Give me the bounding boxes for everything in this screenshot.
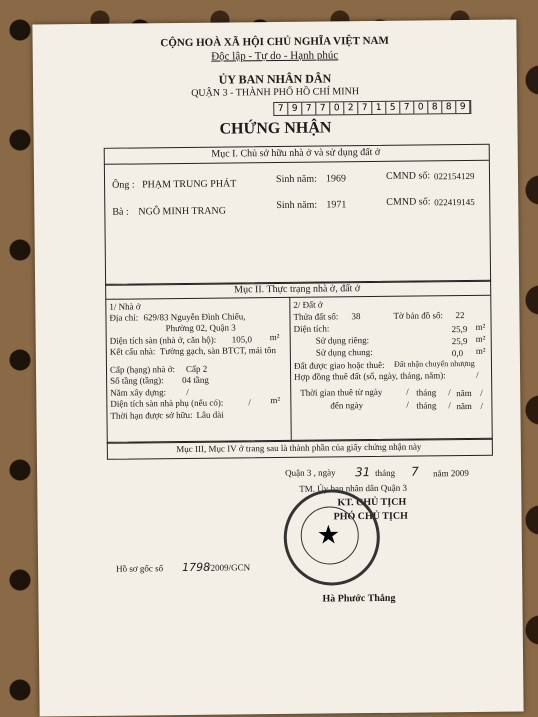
plot-label: Thửa đất số:	[293, 311, 339, 322]
land-heading: 2/ Đất ở	[293, 299, 323, 310]
private-label: Sử dụng riêng:	[315, 335, 370, 346]
lease-to-label: đến ngày	[330, 400, 364, 411]
map-label: Tờ bản đồ số:	[393, 310, 444, 321]
serial-digit: 9	[288, 103, 302, 115]
shared-label: Sử dụng chung:	[315, 347, 373, 358]
serial-number-boxes	[273, 100, 471, 116]
serial-digit: 7	[274, 103, 288, 115]
floors: 04 tầng	[182, 374, 209, 386]
aux-area: /	[248, 397, 251, 408]
map: 22	[455, 310, 465, 321]
file-number: 1798	[182, 560, 211, 575]
lease-to-year-label: năm	[456, 400, 472, 412]
owner1-name: PHẠM TRUNG PHÁT	[142, 178, 237, 191]
aux-area-unit: m²	[270, 394, 281, 406]
district-heading: QUẬN 3 - THÀNH PHỐ HỒ CHÍ MINH	[191, 86, 360, 99]
document-title: CHỨNG NHẬN	[219, 119, 332, 138]
serial-digit: 9	[456, 101, 470, 113]
motto: Độc lập - Tự do - Hạnh phúc	[211, 49, 339, 63]
state-emblem-icon: ★	[316, 520, 341, 550]
serial-digit: 7	[302, 103, 316, 115]
origin: Đất nhận chuyển nhượng	[393, 358, 475, 369]
owner1-prefix: Ông :	[112, 179, 135, 191]
lease-from-year-label: năm	[456, 387, 472, 399]
lease: /	[476, 369, 479, 380]
serial-digit: 0	[330, 102, 344, 114]
lease-from-label: Thời gian thuê từ ngày	[300, 386, 383, 398]
lease-to-day: /	[406, 399, 409, 410]
owner2-id: 022419145	[434, 196, 475, 208]
committee-heading: ỦY BAN NHÂN DÂN	[218, 71, 332, 87]
house-heading: 1/ Nhà ở	[109, 301, 141, 312]
private: 25,9	[451, 336, 468, 347]
shared: 0,0	[451, 348, 464, 359]
grade: Cấp 2	[185, 363, 208, 374]
floors-label: Số tầng (tầng):	[110, 375, 164, 386]
on-behalf: TM. Ủy ban nhân dân Quận 3	[299, 482, 408, 494]
grade-label: Cấp (hạng) nhà ở:	[109, 364, 176, 375]
address-line2: Phường 02, Quận 3	[165, 322, 236, 334]
year: /	[186, 386, 189, 397]
place-date-prefix: Quận 3 , ngày	[285, 467, 336, 478]
floor-area-label: Diện tích sàn (nhà ở, căn hộ):	[109, 334, 217, 346]
file-suffix: /2009/GCN	[208, 562, 251, 573]
role-2: PHÓ CHỦ TỊCH	[333, 510, 408, 523]
owner2-birth: 1971	[326, 199, 347, 211]
date-day: 31	[355, 465, 371, 480]
owner2-name: NGÔ MINH TRANG	[138, 205, 227, 218]
lease-from-year: /	[480, 387, 483, 398]
plot: 38	[351, 311, 361, 322]
lease-to-month-label: tháng	[416, 400, 437, 411]
shared-unit: m²	[475, 345, 486, 356]
date-month: 7	[411, 464, 419, 479]
section-3-4-note: Mục III, Mục IV ở trang sau là thành phần của giấy chứng nhận này	[176, 441, 422, 455]
lease-to-month: /	[448, 400, 451, 411]
lease-to-year: /	[480, 400, 483, 411]
owner1-birth: 1969	[325, 173, 347, 185]
owner2-birth-label: Sinh năm:	[276, 199, 318, 212]
serial-digit: 7	[358, 102, 372, 114]
area-label: Diện tích:	[293, 323, 330, 334]
serial-digit: 8	[442, 101, 456, 113]
private-unit: m²	[475, 333, 486, 344]
section-1-title: Mục I. Chủ sở hữu nhà ở và sử dụng đất ở	[211, 146, 381, 160]
republic-heading: CỘNG HOÀ XÃ HỘI CHỦ NGHĨA VIỆT NAM	[160, 34, 389, 50]
role-1: KT. CHỦ TỊCH	[337, 496, 407, 509]
serial-digit: 8	[428, 101, 442, 113]
owner1-id: 022154129	[433, 170, 475, 182]
area-unit: m²	[475, 321, 486, 332]
floor-area: 105,0	[231, 334, 253, 345]
file-label: Hồ sơ gốc số	[116, 563, 164, 574]
owner1-id-label: CMND số:	[385, 170, 431, 182]
lease-label: Hợp đồng thuê đất (số, ngày, tháng, năm):	[294, 370, 446, 382]
serial-digit: 0	[414, 101, 428, 113]
date-year: năm 2009	[433, 468, 469, 479]
serial-digit: 5	[386, 102, 400, 114]
owner2-id-label: CMND số:	[386, 196, 431, 208]
year-label: Năm xây dựng:	[110, 387, 167, 398]
term: Lâu dài	[196, 409, 224, 420]
serial-digit: 1	[372, 102, 386, 114]
signer-name: Hà Phước Thắng	[322, 592, 396, 605]
owner1-birth-label: Sinh năm:	[275, 173, 317, 186]
lease-from-month: /	[448, 387, 451, 398]
serial-digit: 7	[400, 102, 414, 114]
certificate-page	[32, 19, 523, 716]
lease-from-day: /	[406, 386, 409, 397]
serial-digit: 2	[344, 102, 358, 114]
term-label: Thời hạn được sở hữu:	[110, 409, 193, 421]
address-label: Địa chỉ:	[109, 312, 139, 323]
section-2-title: Mục II. Thực trạng nhà ở, đất ở	[234, 283, 361, 296]
date-month-label: tháng	[375, 467, 396, 478]
official-seal	[283, 489, 380, 586]
owner2-prefix: Bà :	[112, 206, 129, 218]
area: 25,9	[451, 324, 468, 335]
lease-from-month-label: tháng	[416, 387, 437, 398]
floor-area-unit: m²	[269, 331, 280, 343]
origin-label: Đất được giao hoặc thuê:	[293, 359, 385, 371]
structure-label: Kết cấu nhà:	[109, 346, 156, 357]
structure: Tường gạch, sàn BTCT, mái tôn	[159, 345, 277, 357]
aux-area-label: Diện tích sàn nhà phụ (nếu có):	[110, 397, 224, 409]
serial-digit: 7	[316, 102, 330, 114]
address-line1: 629/83 Nguyễn Đình Chiểu,	[143, 311, 246, 323]
